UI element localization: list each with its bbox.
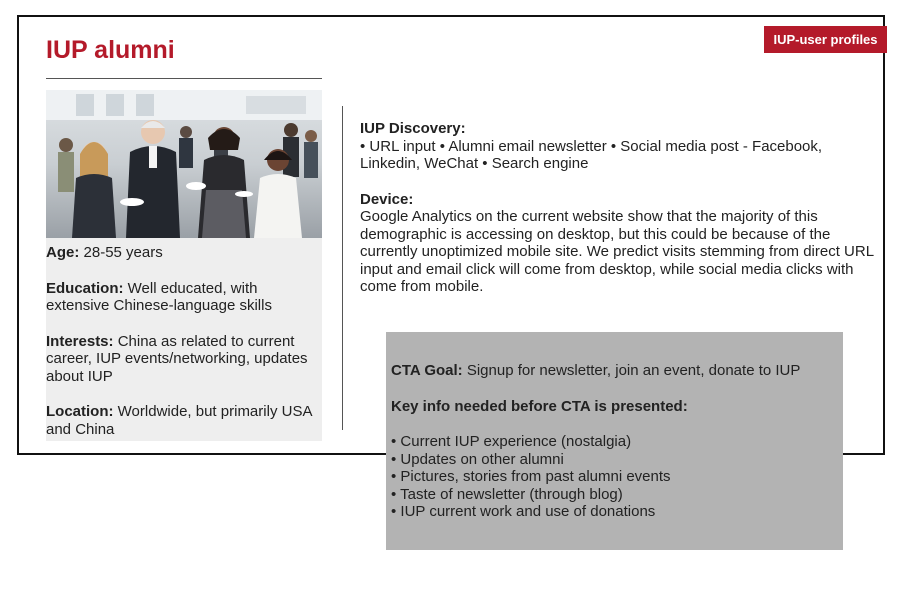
discovery-device-section <box>360 120 875 314</box>
age-value: 28-55 years <box>79 244 163 261</box>
list-item: • IUP current work and use of donations <box>391 503 656 520</box>
location-value: Worldwide, but primarily USA and China <box>46 403 312 438</box>
discovery-block <box>360 120 875 173</box>
page-title: IUP alumni <box>46 36 175 64</box>
key-info-heading <box>391 398 839 416</box>
discovery-label: IUP Discovery: <box>360 120 466 137</box>
age-label: Age: <box>46 244 80 261</box>
section-tag: IUP-user profiles <box>764 26 887 53</box>
education-value: Well educated, with extensive Chinese-language skills <box>46 279 272 314</box>
key-info-label: Key info needed before CTA is presented: <box>391 397 688 415</box>
education-label: Education: <box>46 279 124 297</box>
device-block <box>360 191 875 296</box>
vertical-divider <box>342 106 343 430</box>
device-text: Google Analytics on the current website show that the majority of this demographic is accessing on desktop, but this could be because of the currently unoptimized mobile site. We predict visits stemming from direct URL input and email click will come from desktop, while social media clicks with come from mobile. <box>360 208 874 295</box>
location-label: Location: <box>46 403 114 420</box>
device-label: Device: <box>360 190 414 208</box>
cta-goal-value: Signup for newsletter, join an event, donate to IUP <box>462 362 801 379</box>
key-info-list <box>391 433 839 521</box>
list-item: • Taste of newsletter (through blog) <box>391 485 623 503</box>
cta-box <box>386 332 843 550</box>
list-item: • Updates on other alumni <box>391 450 564 468</box>
discovery-text: • URL input • Alumni email newsletter • Social media post - Facebook, Linkedin, WeChat • Search engine <box>360 137 823 172</box>
list-item: • Current IUP experience (nostalgia) <box>391 433 632 450</box>
cta-goal-label: CTA Goal: <box>391 362 463 379</box>
cta-goal-line <box>391 362 839 380</box>
list-item: • Pictures, stories from past alumni events <box>391 468 671 485</box>
location-line <box>46 403 318 438</box>
interests-label: Interests: <box>46 332 114 350</box>
interests-line <box>46 333 318 386</box>
profile-details <box>46 244 318 456</box>
cta-content <box>391 362 839 521</box>
title-divider <box>46 78 322 79</box>
interests-value: China as related to current career, IUP events/networking, updates about IUP <box>46 332 308 385</box>
alumni-event-photo <box>46 90 322 238</box>
age-line <box>46 244 318 262</box>
education-line <box>46 280 318 315</box>
